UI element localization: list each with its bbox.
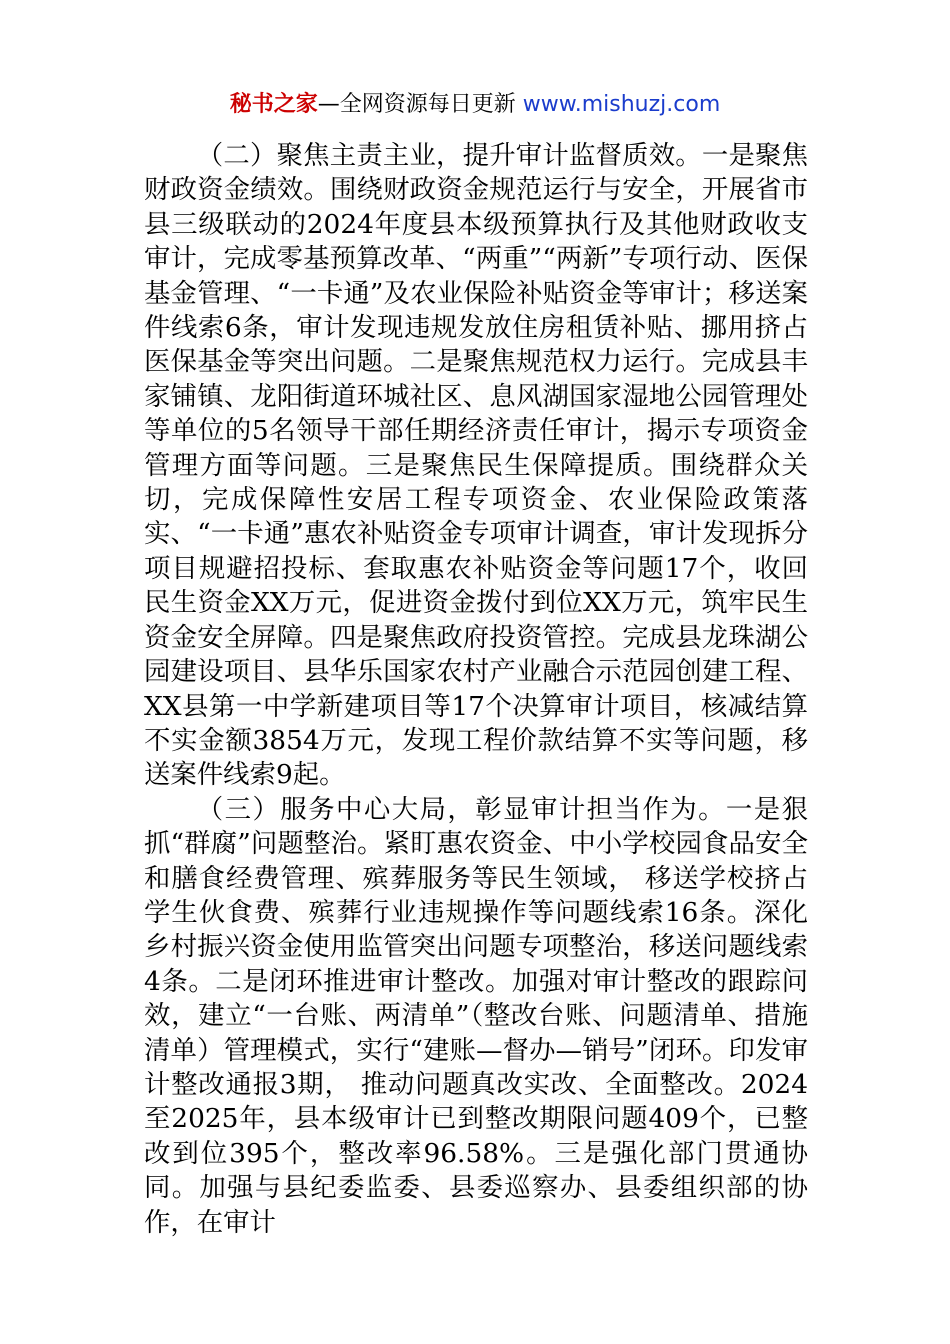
site-url-link[interactable]: www.mishuzj.com: [522, 92, 721, 117]
site-header: [0, 88, 950, 122]
document-body: [144, 139, 808, 1240]
paragraph-section-two: （二）聚焦主责主业，提升审计监督质效。一是聚焦财政资金绩效。围绕财政资金规范运行与安全，开展省市县三级联动的2024年度县本级预算执行及其他财政收支审计，完成零基预算改革、“两重”“两新”专项行动、医保基金管理、“一卡通”及农业保险补贴资金等审计；移送案件线索6条，审计发现违规发放住房租赁补贴、挪用挤占医保基金等突出问题。二是聚焦规范权力运行。完成县丰家铺镇、龙阳街道环城社区、息风湖国家湿地公园管理处等单位的5名领导干部任期经济责任审计，揭示专项资金管理方面等问题。三是聚焦民生保障提质。围绕群众关切，完成保障性安居工程专项资金、农业保险政策落实、“一卡通”惠农补贴资金专项审计调查，审计发现拆分项目规避招投标、套取惠农补贴资金等问题17个，收回民生资金XX万元，促进资金拨付到位XX万元，筑牢民生资金安全屏障。四是聚焦政府投资管控。完成县龙珠湖公园建设项目、县华乐国家农村产业融合示范园创建工程、XX县第一中学新建项目等17个决算审计项目，核减结算不实金额3854万元，发现工程价款结算不实等问题，移送案件线索9起。: [144, 140, 808, 791]
paragraph-section-three: （三）服务中心大局，彰显审计担当作为。一是狠抓“群腐”问题整治。紧盯惠农资金、中小学校园食品安全和膳食经费管理、殡葬服务等民生领域， 移送学校挤占学生伙食费、殡葬行业违规操作等问题线索16条。深化乡村振兴资金使用监管突出问题专项整治，移送问题线索4条。二是闭环推进审计整改。加强对审计整改的跟踪问效，建立“一台账、两清单”（整改台账、问题清单、措施清单）管理模式，实行“建账—督办—销号”闭环。印发审计整改通报3期， 推动问题真改实改、全面整改。2024至2025年，县本级审计已到整改期限问题409个，已整改到位395个，整改率96.58%。三是强化部门贯通协同。加强与县纪委监委、县委巡察办、县委组织部的协作，在审计: [144, 793, 808, 1238]
site-tagline: —全网资源每日更新: [317, 92, 523, 117]
site-brand: 秘书之家: [229, 92, 318, 117]
